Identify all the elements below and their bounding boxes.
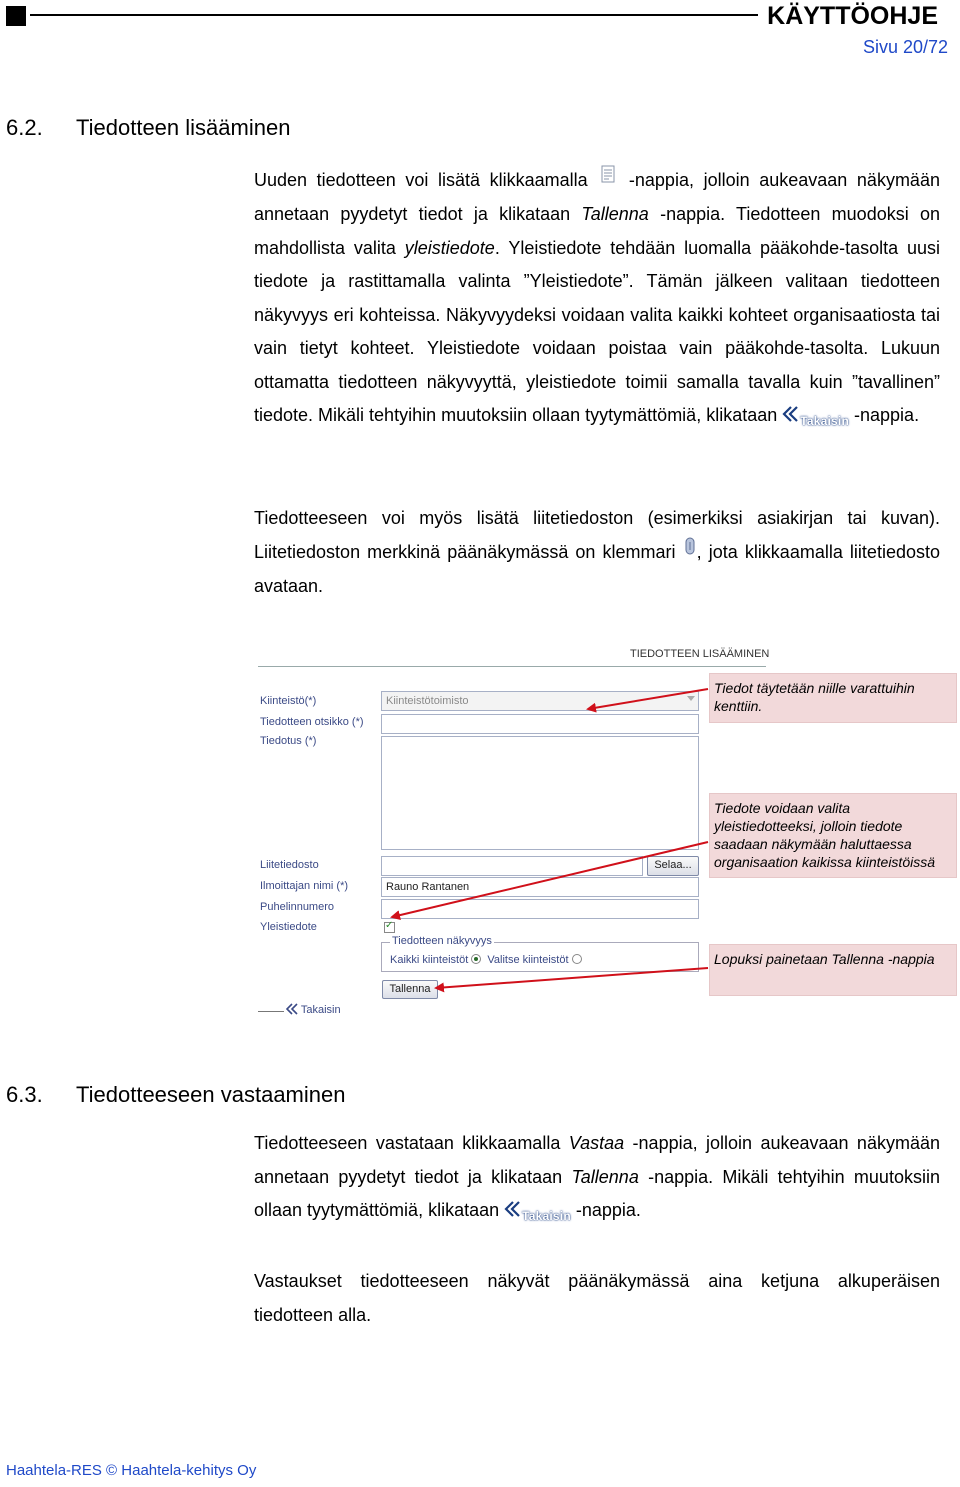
text: Tiedotteeseen voi myös lisätä liitetiedoston (esimerkiksi asiakirjan tai kuvan). Liitetiedoston merkkinä päänäkymässä on klemmari bbox=[254, 508, 940, 562]
label-yleistiedote: Yleistiedote bbox=[260, 921, 317, 933]
text: . Yleistiedote tehdään luomalla pääkohde-tasolta uusi tiedote ja rastittamalla valinta ”Yleistiedote”. Tämän jälkeen valitaan tiedotteen näkyvyys eri kohteissa. Näkyvyydeksi voidaan valita kaikki kohteet organisaatiosta tai vain tietyt kohteet. Yleistiedote voidaan poistaa vain pääkohde-tasolta. Lukuun ottamatta tiedotteen näkyvyyttä, yleistiedote toimii samalla tavalla kuin ”tavallinen” tiedote. Mikäli tehtyihin muutoksiin ollaan tyytymättömiä, klikataan bbox=[254, 237, 940, 425]
text: -nappia, jolloin aukeavaan näkymään annetaan pyydetyt tiedot ja klikataan bbox=[254, 170, 940, 224]
section-heading-6-3 bbox=[6, 1082, 426, 1110]
label-tiedotus: Tiedotus (*) bbox=[260, 735, 317, 747]
takaisin-label: Takaisin bbox=[522, 1209, 571, 1223]
note-yleistiedote: Tiedote voidaan valita yleistiedotteeksi, jolloin tiedote saadaan näkymään haluttaessa organisaation kaikissa kiinteistöissä bbox=[709, 793, 957, 878]
selaa-button[interactable]: Selaa... bbox=[647, 856, 699, 876]
arrow-to-fields bbox=[588, 689, 708, 709]
ilmoittaja-value: Rauno Rantanen bbox=[386, 881, 470, 893]
note-fields: Tiedot täytetään niille varattuihin kenttiin. bbox=[709, 673, 957, 723]
text: Vastaukset tiedotteeseen näkyvät päänäkymässä aina ketjuna alkuperäisen tiedotteen alla. bbox=[254, 1271, 940, 1325]
document-title: KÄYTTÖOHJE bbox=[767, 2, 938, 30]
text: -nappia. Mikäli tehtyihin muutoksiin ollaan tyytymättömiä, klikataan bbox=[254, 1166, 940, 1220]
form-takaisin-label: Takaisin bbox=[300, 1004, 341, 1016]
section-title: Tiedotteen lisääminen bbox=[76, 115, 291, 140]
radio-select-label: Valitse kiinteistöt bbox=[487, 954, 569, 966]
text: -nappia. bbox=[854, 405, 920, 425]
text-italic: yleistiedote bbox=[404, 237, 495, 258]
label-otsikko: Tiedotteen otsikko (*) bbox=[260, 716, 364, 728]
label-liitetiedosto: Liitetiedosto bbox=[260, 859, 319, 871]
text: -nappia. Tiedotteen muodoksi on mahdollista valita bbox=[254, 204, 940, 258]
text-italic: Vastaa bbox=[568, 1133, 625, 1153]
takaisin-button-icon[interactable] bbox=[504, 1200, 571, 1223]
tallenna-button[interactable]: Tallenna bbox=[382, 980, 438, 999]
text: , jota klikkaamalla liitetiedosto avataan. bbox=[254, 541, 940, 596]
section-number: 6.2. bbox=[6, 115, 43, 140]
label-kiinteisto: Kiinteistö(*) bbox=[260, 695, 317, 707]
arrow-to-tallenna bbox=[436, 968, 708, 988]
note-tallenna: Lopuksi painetaan Tallenna -nappia bbox=[709, 944, 957, 996]
section-number: 6.3. bbox=[6, 1082, 43, 1107]
kiinteisto-value: Kiinteistötoimisto bbox=[386, 695, 469, 707]
text: Uuden tiedotteen voi lisätä klikkaamalla bbox=[254, 170, 588, 190]
label-puhelin: Puhelinnumero bbox=[260, 901, 334, 913]
text: Tiedotteeseen vastataan klikkaamalla bbox=[254, 1133, 561, 1153]
text: -nappia. bbox=[575, 1200, 641, 1220]
takaisin-label: Takaisin bbox=[800, 414, 849, 428]
page-number: Sivu 20/72 bbox=[862, 37, 948, 57]
arrow-to-checkbox bbox=[392, 842, 708, 917]
text: -nappia, jolloin aukeavaan näkymään annetaan pyydetyt tiedot ja klikataan bbox=[254, 1133, 940, 1187]
form-title: TIEDOTTEEN LISÄÄMINEN bbox=[630, 648, 770, 660]
section-title: Tiedotteeseen vastaaminen bbox=[76, 1082, 346, 1107]
radio-all-label: Kaikki kiinteistöt bbox=[390, 954, 469, 966]
footer: Haahtela-RES © Haahtela-kehitys Oy bbox=[6, 1462, 257, 1479]
paragraph-replies-visible bbox=[254, 1265, 940, 1332]
text-italic: Tallenna bbox=[581, 204, 649, 224]
paragraph-reply bbox=[254, 1127, 940, 1228]
label-ilmoittaja: Ilmoittajan nimi (*) bbox=[260, 880, 349, 892]
nakyvyys-legend: Tiedotteen näkyvyys bbox=[392, 935, 492, 947]
text-italic: Tallenna bbox=[571, 1166, 639, 1187]
